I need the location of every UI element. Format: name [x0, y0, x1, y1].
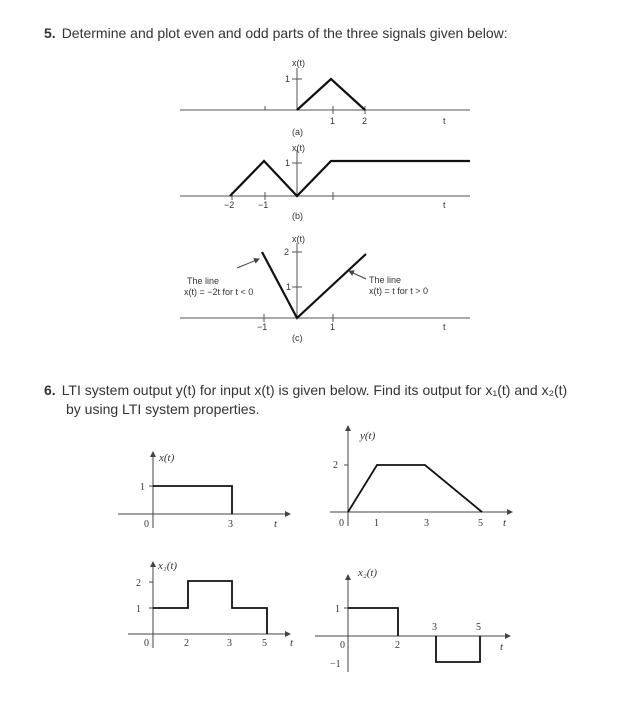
plot-x2-ylabel: x₂(t): [358, 567, 378, 579]
plot-x2-xtick-label-3: 3: [432, 622, 437, 633]
plot-x-ylabel: x(t): [159, 452, 175, 464]
fig-c-left-arrow: [237, 259, 259, 268]
fig-a-xtick-label-2: 2: [362, 116, 368, 126]
plot-x1-xtick-label-2: 2: [184, 638, 189, 649]
plot-x1-ytick-label-1: 1: [136, 604, 141, 615]
fig-c-xtick-label-m1: −1: [257, 322, 268, 332]
fig-b-signal: [230, 161, 470, 196]
plot-x2: [315, 567, 510, 672]
question-6-text-line1: LTI system output y(t) for input x(t) is given below. Find its output for x₁(t) and x₂(t): [61, 382, 568, 398]
fig-b-ytick-label-1: 1: [285, 158, 291, 168]
fig-c-ytick-label-1: 1: [286, 282, 292, 292]
question-5-text: Determine and plot even and odd parts of the three signals given below:: [61, 25, 508, 41]
plot-x1: [128, 560, 294, 649]
fig-c-right-note-2: x(t) = t for t > 0: [369, 286, 429, 296]
fig-a-ylabel: x(t): [292, 58, 305, 68]
fig-b-caption: (b): [292, 211, 303, 221]
plot-x1-xtick-label-3: 3: [227, 638, 232, 649]
plot-x: [118, 452, 290, 530]
plot-x1-ytick-label-2: 2: [136, 578, 141, 589]
fig-b-ylabel: x(t): [292, 143, 305, 153]
plot-x1-xtick-label-5: 5: [262, 638, 267, 649]
plot-x-ytick-label-1: 1: [140, 482, 145, 493]
fig-c-left-note-2: x(t) = −2t for t < 0: [184, 287, 254, 297]
plot-x2-signal-neg: [436, 636, 480, 662]
fig-c-right-note-1: The line: [369, 275, 402, 285]
plot-x2-xtick-label-0: 0: [340, 640, 345, 651]
plot-x2-signal-pos: [348, 608, 398, 636]
plot-x-xtick-label-3: 3: [228, 519, 233, 530]
question-6-text-line2: by using LTI system properties.: [66, 401, 260, 417]
fig-c-xaxis-label: t: [443, 322, 446, 332]
fig-a-signal: [297, 79, 365, 110]
plot-y-xtick-label-3: 3: [424, 518, 429, 529]
fig-a-xtick-label-1: 1: [330, 116, 336, 126]
plot-x2-xtick-label-5: 5: [476, 622, 481, 633]
plot-y: [330, 426, 512, 529]
fig-c-ytick-label-2: 2: [284, 247, 290, 257]
fig-c-signal: [262, 252, 366, 318]
fig-c-right-arrow: [349, 271, 366, 279]
fig-b-xaxis-label: t: [443, 200, 446, 210]
plot-x2-xaxis-label: t: [500, 641, 504, 653]
fig-c-ylabel: x(t): [292, 234, 305, 244]
plot-x2-xtick-label-2: 2: [395, 640, 400, 651]
plot-y-ytick-label-2: 2: [333, 460, 338, 471]
fig-b-xtick-label-m2: −2: [224, 200, 235, 210]
plot-x1-xtick-label-0: 0: [144, 638, 149, 649]
plot-x-signal: [153, 486, 232, 514]
figure-a: [180, 58, 470, 137]
fig-a-ytick-label-1: 1: [285, 74, 291, 84]
fig-c-xtick-label-1: 1: [330, 322, 336, 332]
plot-x1-xaxis-label: t: [290, 637, 294, 649]
fig-c-left-note-1: The line: [187, 276, 220, 286]
fig-a-xaxis-label: t: [443, 116, 446, 126]
plot-y-xtick-label-5: 5: [478, 518, 483, 529]
question-5-number: 5.: [44, 25, 56, 41]
plot-x-xtick-label-0: 0: [144, 519, 149, 530]
fig-b-xtick-label-m1: −1: [258, 200, 269, 210]
plot-x1-ylabel: x₁(t): [158, 560, 178, 572]
question-6-number: 6.: [44, 382, 56, 398]
plot-y-xtick-label-0: 0: [339, 518, 344, 529]
figure-b: [180, 143, 470, 221]
plot-x-xaxis-label: t: [274, 518, 278, 530]
plot-y-ylabel: y(t): [360, 430, 376, 442]
plot-y-xtick-label-1: 1: [374, 518, 379, 529]
plot-y-signal: [348, 465, 482, 512]
plot-x2-ytick-label-1: 1: [335, 604, 340, 615]
plot-y-xaxis-label: t: [503, 517, 507, 529]
plot-x1-signal: [153, 581, 267, 634]
fig-c-caption: (c): [292, 333, 303, 343]
figure-c: [180, 234, 470, 343]
plot-x2-ytick-label-m1: −1: [330, 659, 341, 670]
fig-a-caption: (a): [292, 127, 303, 137]
